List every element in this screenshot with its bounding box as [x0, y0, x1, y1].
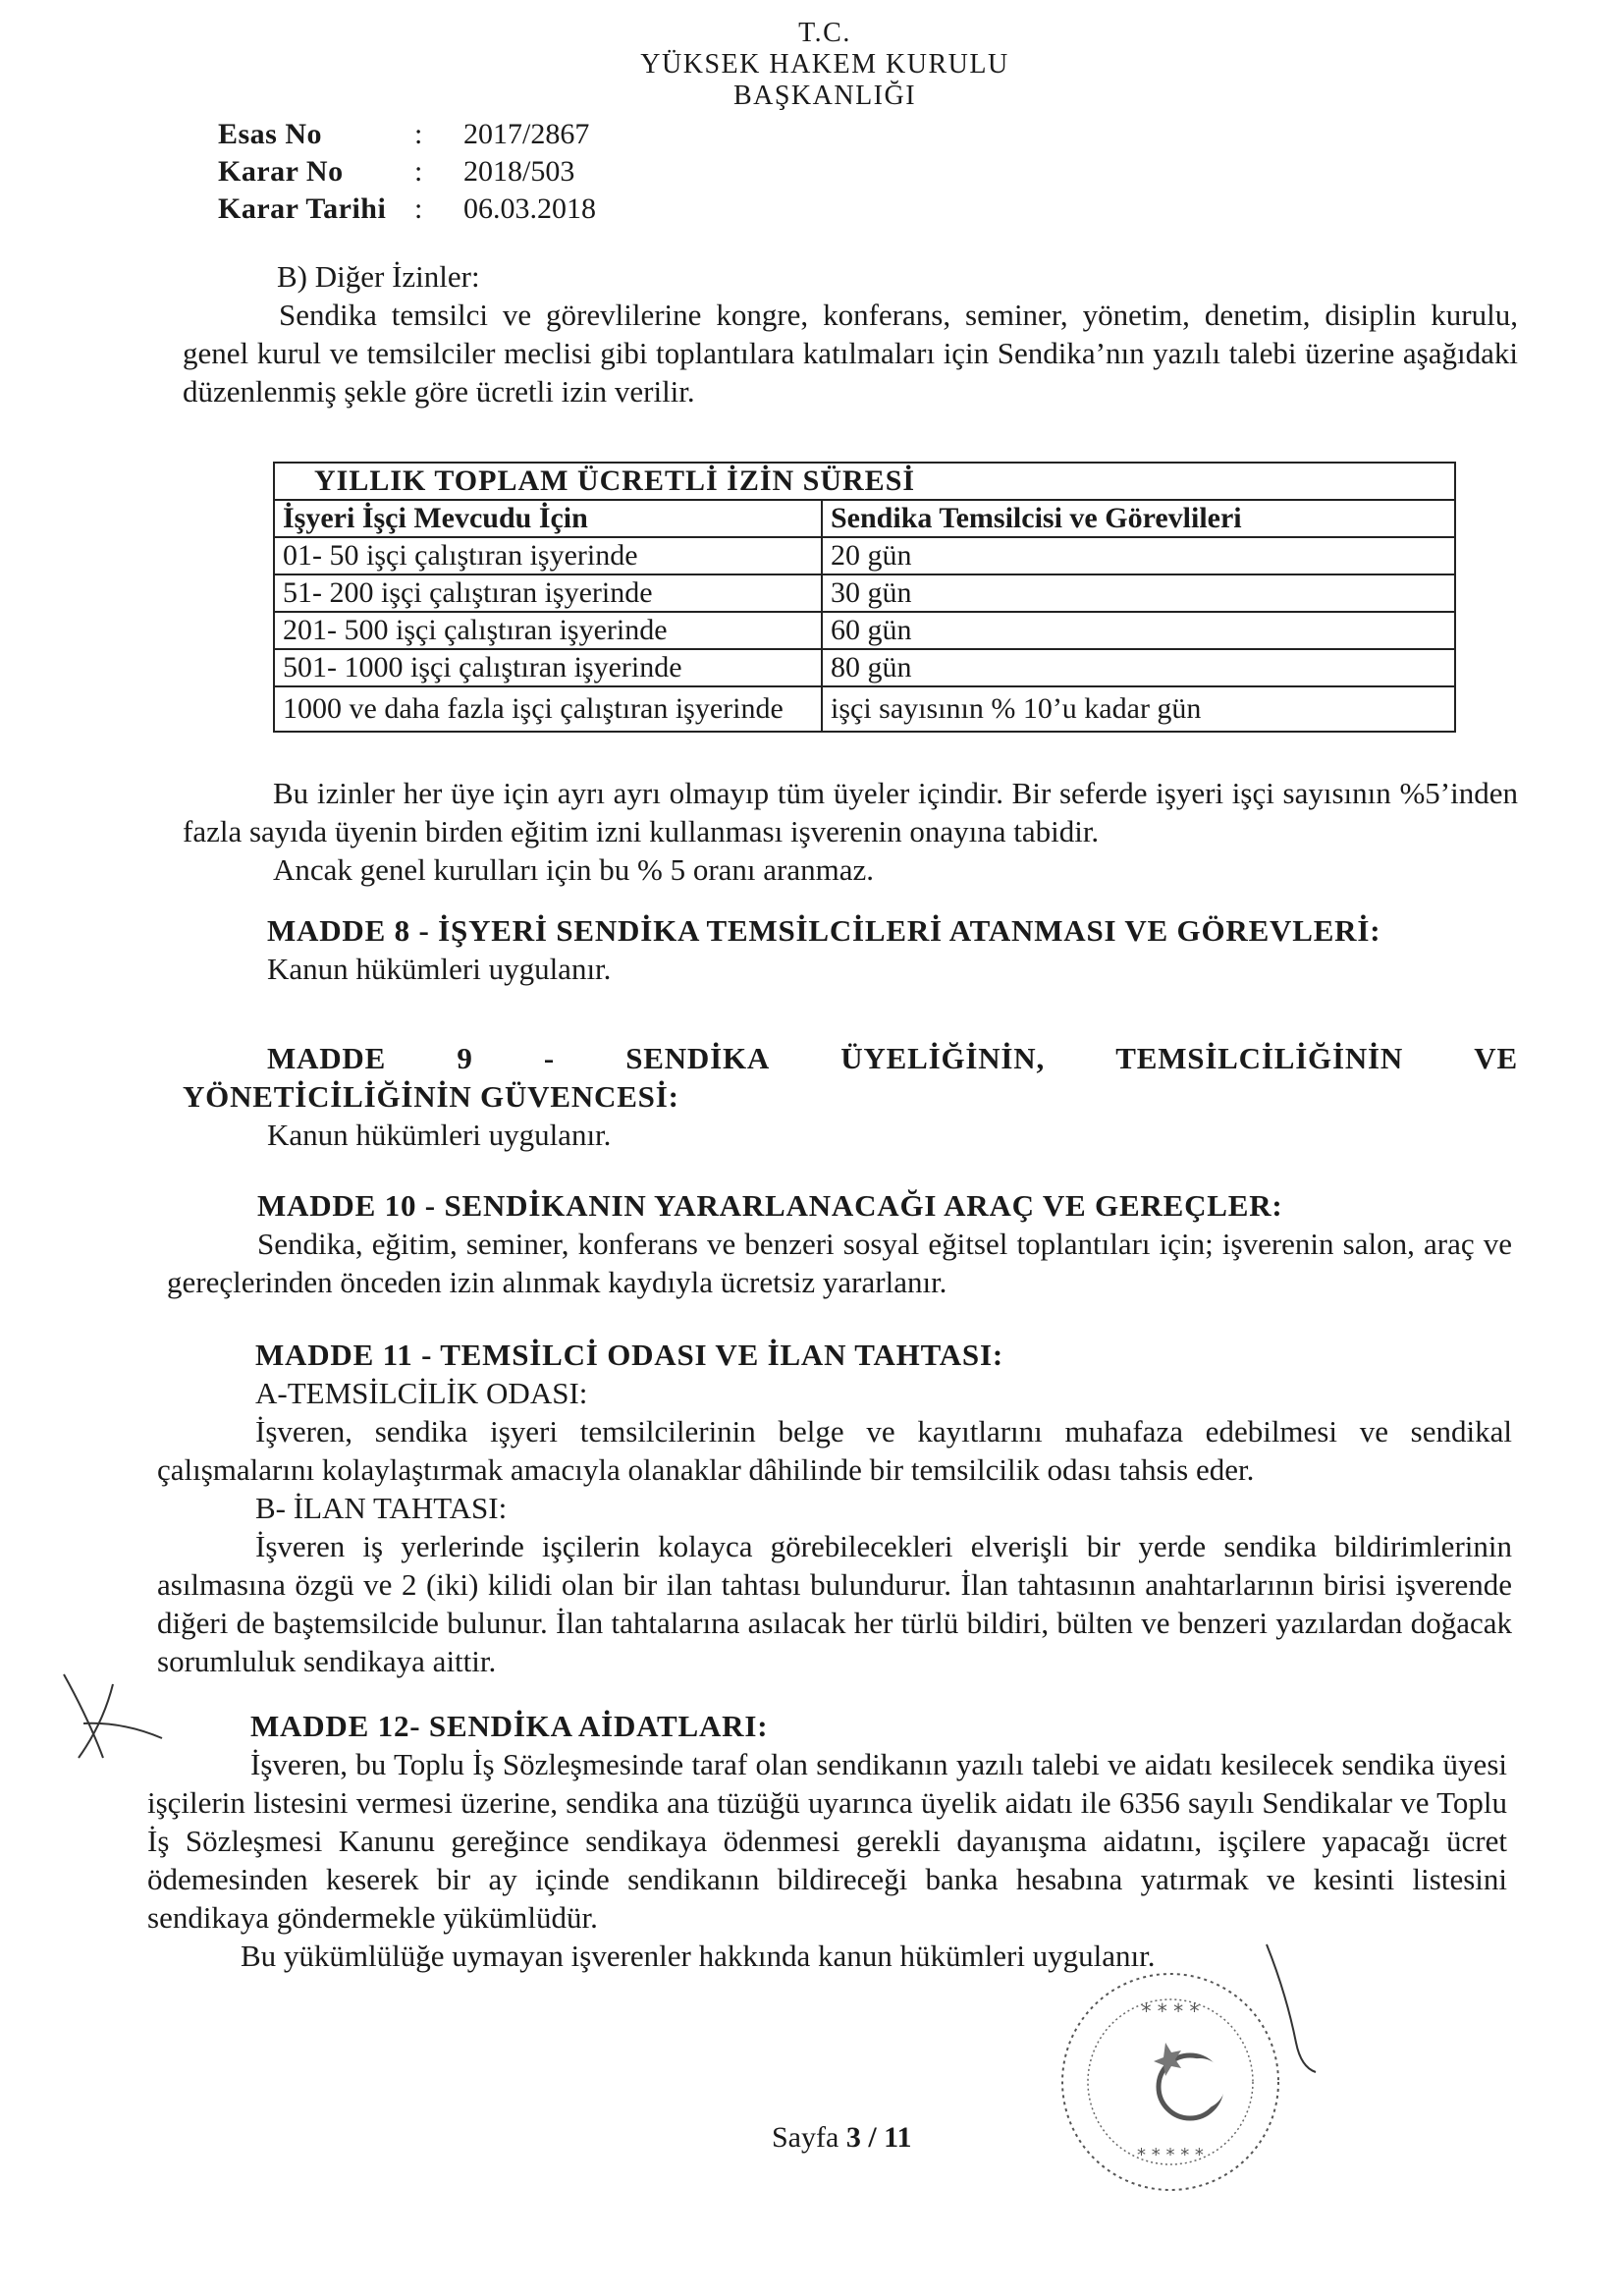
- tarih-row: [218, 191, 596, 228]
- article-9-title-line2: YÖNETİCİLİĞİNİN GÜVENCESİ:: [183, 1079, 679, 1114]
- article-9-word: VE: [1474, 1041, 1518, 1075]
- table-cell-days: işçi sayısının % 10’u kadar gün: [822, 686, 1455, 732]
- leave-table-header-row: [274, 500, 1455, 537]
- table-row: [274, 537, 1455, 574]
- section-other-permits: [183, 257, 1518, 410]
- signature-icon: [1257, 1935, 1345, 2082]
- after-table-text: [183, 774, 1518, 889]
- esas-row: [218, 116, 596, 153]
- article-9-word: MADDE: [267, 1041, 387, 1075]
- article-10-title: MADDE 10 - SENDİKANIN YARARLANACAĞI ARAÇ VE GEREÇLER:: [257, 1188, 1283, 1223]
- section-b-title: B) Diğer İzinler:: [277, 259, 480, 294]
- table-cell-range: 201- 500 işçi çalıştıran işyerinde: [274, 612, 822, 649]
- article-11-subtitle-a: A-TEMSİLCİLİK ODASI:: [255, 1376, 588, 1410]
- article-11: [157, 1336, 1512, 1680]
- article-9-word: 9: [457, 1041, 473, 1075]
- karar-value: 2018/503: [463, 155, 575, 188]
- table-cell-days: 60 gün: [822, 612, 1455, 649]
- case-metadata: [218, 116, 596, 228]
- tarih-label: Karar Tarihi: [218, 192, 387, 225]
- leave-table: [273, 462, 1456, 733]
- article-12-text-2: Bu yükümlülüğe uymayan işverenler hakkında kanun hükümleri uygulanır.: [241, 1939, 1156, 1973]
- svg-text:* * * *: * * * *: [1141, 1999, 1200, 2023]
- leave-table-wrapper: [273, 462, 1456, 733]
- page-label: Sayfa: [772, 2121, 839, 2154]
- page-value: 3 / 11: [845, 2121, 912, 2154]
- header-line-presidency: BAŞKANLIĞI: [732, 81, 917, 111]
- after-table-paragraph-1: Bu izinler her üye için ayrı ayrı olmayıp tüm üyeler içindir. Bir seferde işyeri işçi sayısının %5’inden fazla sayıda üyenin birden eğitim izni kullanması işverenin onayına tabidir.: [183, 776, 1518, 848]
- article-9-word: SENDİKA: [625, 1041, 771, 1075]
- table-cell-range: 01- 50 işçi çalıştıran işyerinde: [274, 537, 822, 574]
- leave-table-title: YILLIK TOPLAM ÜCRETLİ İZİN SÜRESİ: [274, 463, 1455, 500]
- article-12-title: MADDE 12- SENDİKA AİDATLARI:: [250, 1709, 769, 1743]
- esas-label: Esas No: [218, 118, 323, 150]
- section-b-paragraph: Sendika temsilci ve görevlilerine kongre, konferans, seminer, yönetim, denetim, disiplin kurulu, genel kurul ve temsilciler meclisi gibi toplantılara katılmaları için Sendika’nın yazılı talebi üzerine aşağıdaki düzenlenmiş şekle göre ücretli izin verilir.: [183, 298, 1518, 409]
- table-row: [274, 686, 1455, 732]
- article-11-text-b: İşveren iş yerlerinde işçilerin kolayca görebilecekleri elverişli bir yerde sendika bildirimlerinin asılmasına özgü ve 2 (iki) kilidi olan bir ilan tahtası bulundurur. İlan tahtasının anahtarlarının birisi işverende diğeri de baştemsilcide bulunur. İlan tahtalarına asılacak her türlü bildiri, bülten ve benzeri yazılardan doğacak sorumluluk sendikaya aittir.: [157, 1529, 1512, 1678]
- table-cell-range: 51- 200 işçi çalıştıran işyerinde: [274, 574, 822, 612]
- table-cell-days: 30 gün: [822, 574, 1455, 612]
- header-line-institution: YÜKSEK HAKEM KURULU: [640, 49, 1009, 80]
- tarih-value: 06.03.2018: [463, 192, 596, 225]
- article-9: [183, 1039, 1518, 1154]
- table-row: [274, 612, 1455, 649]
- official-stamp-icon: [1053, 1964, 1288, 2200]
- after-table-paragraph-2: Ancak genel kurulları için bu % 5 oranı aranmaz.: [273, 852, 875, 887]
- article-9-text: Kanun hükümleri uygulanır.: [267, 1118, 612, 1152]
- article-10-text: Sendika, eğitim, seminer, konferans ve benzeri sosyal eğitsel toplantıları için; işverenin salon, araç ve gereçlerinden önceden izin alınmak kaydıyla ücretsiz yararlanır.: [167, 1227, 1512, 1299]
- table-cell-range: 1000 ve daha fazla işçi çalıştıran işyerinde: [274, 686, 822, 732]
- karar-row: [218, 153, 596, 191]
- header-line-tc: T.C.: [798, 18, 851, 48]
- tarih-separator: :: [414, 192, 423, 225]
- page-number: [772, 2121, 912, 2155]
- article-9-word: -: [543, 1041, 555, 1075]
- article-9-word: TEMSİLCİLİĞİNİN: [1115, 1041, 1404, 1075]
- table-cell-days: 80 gün: [822, 649, 1455, 686]
- table-cell-range: 501- 1000 işçi çalıştıran işyerinde: [274, 649, 822, 686]
- article-8-title: MADDE 8 - İŞYERİ SENDİKA TEMSİLCİLERİ ATANMASI VE GÖREVLERİ:: [267, 913, 1381, 948]
- document-header: [589, 18, 1060, 112]
- table-row: [274, 649, 1455, 686]
- leave-table-col2-header: Sendika Temsilcisi ve Görevlileri: [822, 500, 1455, 537]
- article-11-text-a: İşveren, sendika işyeri temsilcilerinin belge ve kayıtlarını muhafaza edebilmesi ve sendikal çalışmalarını kolaylaştırmak amacıyla olanaklar dâhilinde bir temsilcilik odası tahsis eder.: [157, 1414, 1512, 1487]
- karar-separator: :: [414, 155, 423, 188]
- article-8-text: Kanun hükümleri uygulanır.: [267, 952, 612, 986]
- article-10: [167, 1186, 1512, 1301]
- table-row: [274, 574, 1455, 612]
- leave-table-title-row: [274, 463, 1455, 500]
- leave-table-col1-header: İşyeri İşçi Mevcudu İçin: [274, 500, 822, 537]
- esas-value: 2017/2867: [463, 118, 590, 150]
- article-9-title-line1: [183, 1039, 1518, 1077]
- svg-text:* * * * *: * * * * *: [1137, 2145, 1204, 2165]
- article-11-title: MADDE 11 - TEMSİLCİ ODASI VE İLAN TAHTASI:: [255, 1338, 1003, 1372]
- esas-separator: :: [414, 118, 423, 150]
- karar-label: Karar No: [218, 155, 344, 188]
- article-9-word: ÜYELİĞİNİN,: [840, 1041, 1046, 1075]
- article-12-text-1: İşveren, bu Toplu İş Sözleşmesinde taraf olan sendikanın yazılı talebi ve aidatı kesilecek sendika üyesi işçilerin listesini vermesi üzerine, sendika ana tüzüğü uyarınca üyelik aidatı ile 6356 sayılı Sendikalar ve Toplu İş Sözleşmesi Kanunu gereğince sendikaya ödenmesi gerekli dayanışma aidatını, işçilere yapacağı ücret ödemesinden keserek bir ay içinde sendikanın bildireceği banka hesabına yatırmak ve kesinti listesini sendikaya göndermekle yükümlüdür.: [147, 1747, 1507, 1935]
- article-8: [183, 911, 1518, 988]
- table-cell-days: 20 gün: [822, 537, 1455, 574]
- article-11-subtitle-b: B- İLAN TAHTASI:: [255, 1491, 508, 1525]
